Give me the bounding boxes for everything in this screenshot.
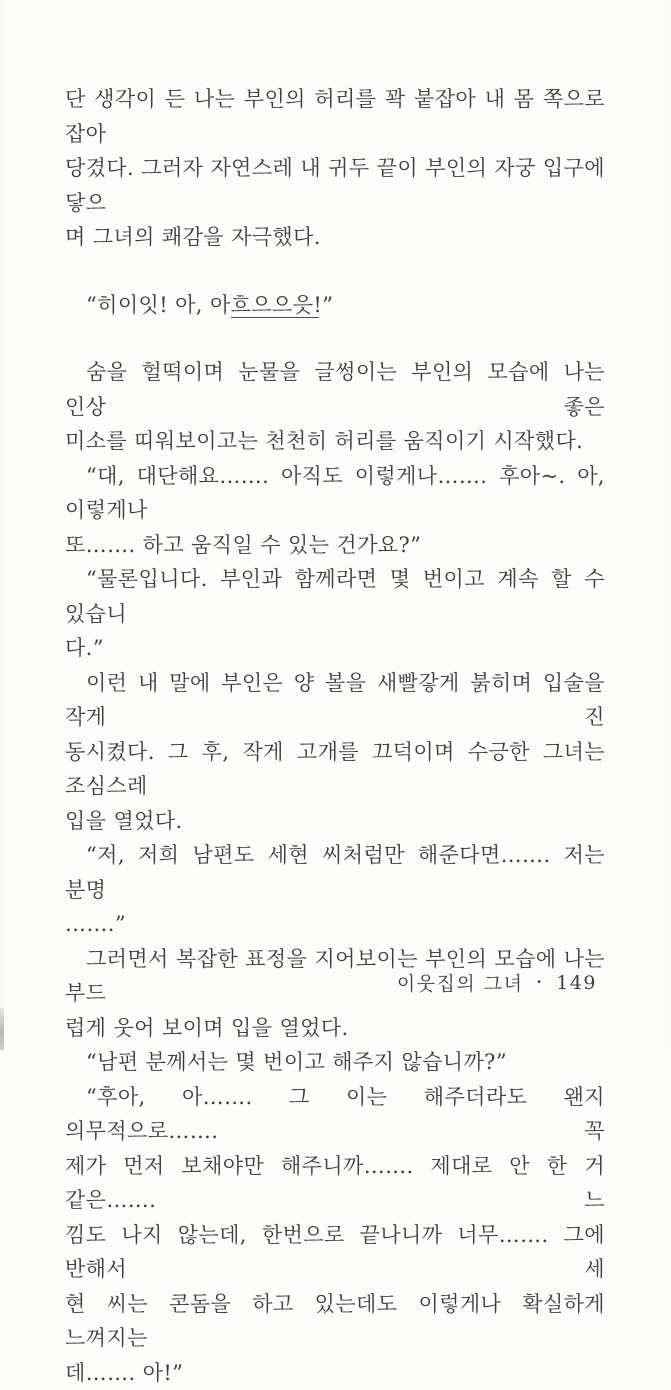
text-line: 제가 먼저 보채야만 해주니까……. 제대로 안 한 거 같은……. 느 bbox=[65, 1149, 605, 1218]
text-line: 미소를 띠워보이고는 천천히 허리를 움직이기 시작했다. bbox=[65, 424, 605, 459]
text-line bbox=[65, 288, 605, 323]
text-line: 그러면서 복잡한 표정을 지어보이는 부인의 모습에 나는 부드 bbox=[65, 942, 605, 1011]
paragraph bbox=[65, 666, 605, 839]
text-line: 또……. 하고 움직일 수 있는 건가요?” bbox=[65, 528, 605, 563]
dialogue-paragraph bbox=[65, 1080, 605, 1390]
text-line: “후아, 아……. 그 이는 해주더라도 왠지 의무적으로……. 꼭 bbox=[65, 1080, 605, 1149]
text-line: 이런 내 말에 부인은 양 볼을 새빨갛게 붉히며 입술을 작게 진 bbox=[65, 666, 605, 735]
text-line: 동시켰다. 그 후, 작게 고개를 끄덕이며 수긍한 그녀는 조심스레 bbox=[65, 735, 605, 804]
text-line: 현 씨는 콘돔을 하고 있는데도 이렇게나 확실하게 느껴지는 bbox=[65, 1287, 605, 1356]
dialogue-paragraph bbox=[65, 838, 605, 942]
text-line: 다.” bbox=[65, 631, 605, 666]
book-title: 이웃집의 그녀 bbox=[397, 969, 524, 996]
scan-edge-artifact bbox=[0, 1008, 4, 1050]
dialogue-paragraph bbox=[65, 459, 605, 563]
paragraph bbox=[65, 82, 605, 255]
page-number: 149 bbox=[556, 972, 597, 994]
text-line: “남편 분께서는 몇 번이고 해주지 않습니까?” bbox=[65, 1045, 605, 1080]
text-line: 입을 열었다. bbox=[65, 804, 605, 839]
body-text-column bbox=[65, 82, 605, 1390]
text-line: “물론입니다. 부인과 함께라면 몇 번이고 계속 할 수 있습니 bbox=[65, 562, 605, 631]
text-line: “저, 저희 남편도 세현 씨처럼만 해준다면……. 저는 분명 bbox=[65, 838, 605, 907]
text-line: 단 생각이 든 나는 부인의 허리를 꽉 붙잡아 내 몸 쪽으로 잡아 bbox=[65, 82, 605, 151]
dialogue-paragraph bbox=[65, 288, 605, 323]
text-line: 낌도 나지 않는데, 한번으로 끝나니까 너무……. 그에 반해서 세 bbox=[65, 1218, 605, 1287]
underlined-text: 흐으으읏 bbox=[231, 293, 320, 318]
footer-separator-dot: · bbox=[537, 973, 544, 991]
text-line: “대, 대단해요……. 아직도 이렇게나……. 후아~. 아, 이렇게나 bbox=[65, 459, 605, 528]
page-footer bbox=[397, 969, 597, 996]
dialogue-paragraph bbox=[65, 1045, 605, 1080]
text-line: …….” bbox=[65, 907, 605, 942]
paragraph bbox=[65, 355, 605, 459]
dialogue-text: “히이잇! 아, 아 bbox=[86, 293, 231, 317]
text-line: 럽게 웃어 보이며 입을 열었다. bbox=[65, 1011, 605, 1046]
text-line: 데……. 아!” bbox=[65, 1356, 605, 1390]
text-line: 며 그녀의 쾌감을 자극했다. bbox=[65, 220, 605, 255]
text-line: 숨을 헐떡이며 눈물을 글썽이는 부인의 모습에 나는 인상 좋은 bbox=[65, 355, 605, 424]
dialogue-paragraph bbox=[65, 562, 605, 666]
text-line: 당겼다. 그러자 자연스레 내 귀두 끝이 부인의 자궁 입구에 닿으 bbox=[65, 151, 605, 220]
dialogue-text: !” bbox=[313, 293, 333, 317]
